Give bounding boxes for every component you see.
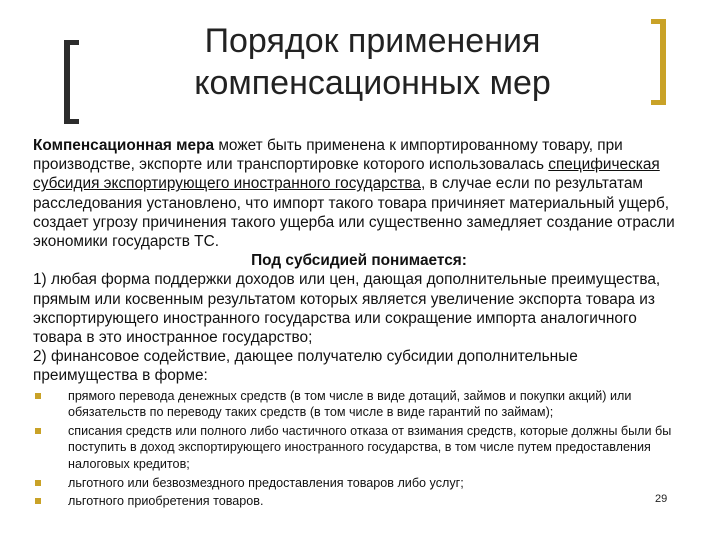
intro-paragraph [33, 136, 685, 251]
slide-title [110, 20, 635, 104]
slide-body [33, 136, 685, 512]
square-bullet-icon [35, 498, 41, 504]
bullet-text: льготного приобретения товаров. [68, 494, 264, 509]
intro-text-1: может быть применена к импортированному товару, при производстве, экспорте или транспортировке которого использовалась [33, 137, 623, 174]
list-item [33, 388, 685, 421]
subsidy-subheading: Под субсидией понимается: [251, 252, 467, 270]
list-item [33, 493, 685, 510]
subsidy-item-2: 2) финансовое содействие, дающее получателю субсидии дополнительные преимущества в форме: [33, 348, 578, 385]
title-line-2: компенсационных мер [194, 64, 551, 102]
intro-underlined-term: специфическая субсидия экспортирующего иностранного государства [33, 156, 660, 193]
right-bracket-decoration [651, 19, 666, 105]
list-item [33, 475, 685, 492]
page-number: 29 [655, 493, 668, 505]
intro-text-2: , в случае если по результатам расследования установлено, что импорт такого товара причиняет материальный ущерб, создает угрозу причинения такого ущерба или существенно замедляет создание отрасли экономики государств ТС. [33, 175, 675, 251]
title-line-1: Порядок применения [204, 22, 541, 60]
bullet-text: льготного или безвозмездного предоставления товаров либо услуг; [68, 475, 464, 490]
left-bracket-decoration [64, 40, 79, 124]
list-item [33, 423, 685, 473]
bullet-text: списания средств или полного либо частичного отказа от взимания средств, которые должны были бы поступить в доход экспортирующего иностранного государства, в том числе путем предоставления налоговых кредитов; [68, 423, 672, 472]
subsidy-item-1: 1) любая форма поддержки доходов или цен, дающая дополнительные преимущества, прямым или косвенным результатом которых является увеличение экспорта товара из экспортирующего иностранного государства или сокращение импорта аналогичного товара в это иностранное государство; [33, 271, 661, 347]
bullet-list [33, 388, 685, 510]
square-bullet-icon [35, 393, 41, 399]
square-bullet-icon [35, 428, 41, 434]
bullet-text: прямого перевода денежных средств (в том числе в виде дотаций, займов и покупки акций) или обязательств по переводу таких средств (в том числе в виде гарантий по займам); [68, 388, 632, 420]
intro-term: Компенсационная мера [33, 137, 215, 154]
square-bullet-icon [35, 480, 41, 486]
